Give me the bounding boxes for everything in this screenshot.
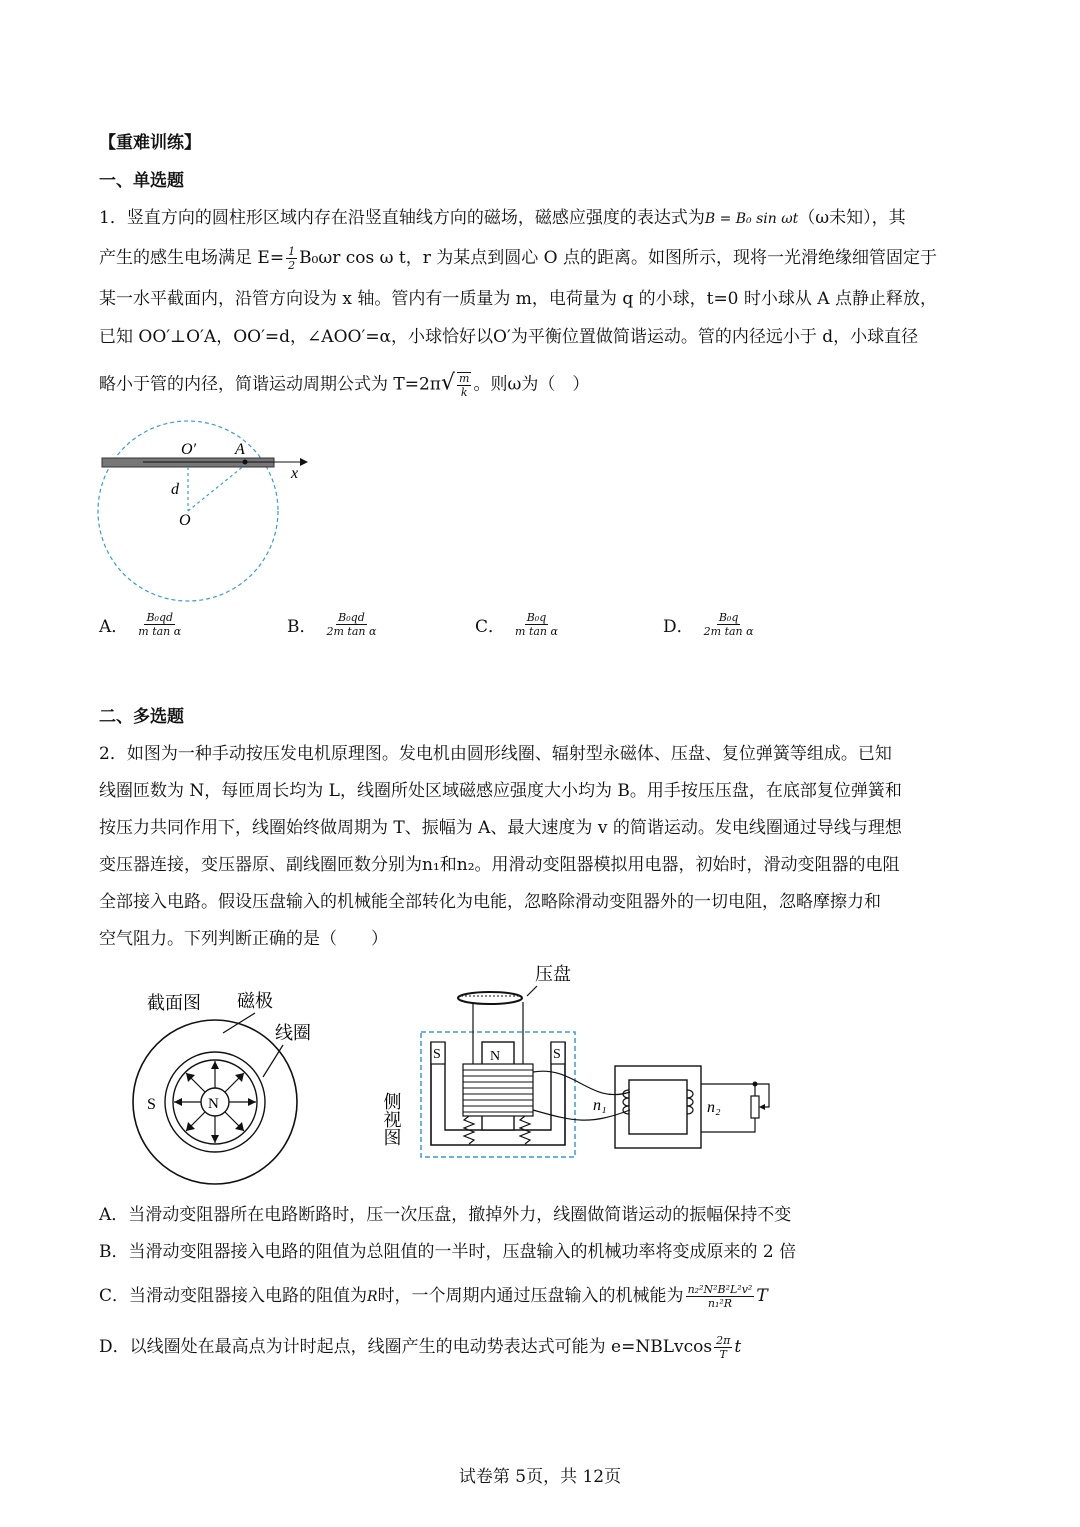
q2-option-a[interactable]: A．当滑动变阻器所在电路断路时，压一次压盘，撤掉外力，线圈做简谐运动的振幅保持不变 [99, 1205, 792, 1225]
coil-winding [463, 1064, 533, 1116]
label-d: d [171, 481, 179, 498]
label-side-view: 侧视图 [380, 1092, 402, 1146]
q2-line-1: 2．如图为一种手动按压发电机原理图。发电机由圆形线圈、辐射型永磁体、压盘、复位弹簧等组成。已知 [99, 744, 892, 764]
ball-a-dot [243, 460, 248, 465]
q2-option-b[interactable]: B．当滑动变阻器接入电路的阻值为总阻值的一半时，压盘输入的机械功率将变成原来的 2 倍 [99, 1242, 797, 1262]
secondary-coil [687, 1090, 693, 1114]
x-axis-arrow-icon [300, 458, 308, 466]
q1-option-c[interactable]: C． $\frac{\text{B₀q}}{\text{m tan α}}$ [475, 611, 558, 638]
q1-line-2: 产生的感生电场满足 E= $\frac{1}{2}$ B₀ωr cos ω t，r 为某点到圆心 O 点的距离。如图所示，现将一光滑绝缘细管固定于 [99, 245, 938, 272]
press-plate [458, 992, 522, 1004]
label-x: x [291, 465, 299, 482]
oa-segment [188, 465, 245, 511]
label-s-left: S [433, 1047, 441, 1062]
q1-line-1: 1．竖直方向的圆柱形区域内存在沿竖直轴线方向的磁场，磁感应强度的表达式为B = B₀ sin ωt（ω未知），其 [99, 208, 906, 228]
label-n-center: N [490, 1049, 501, 1064]
label-press-plate: 压盘 [535, 964, 571, 985]
label-section-view: 截面图 [147, 993, 201, 1014]
plate-pointer [527, 986, 537, 996]
single-choice-heading: 一、单选题 [99, 171, 184, 191]
label-magnetic-pole: 磁极 [237, 991, 273, 1012]
q2-option-c[interactable]: C．当滑动变阻器接入电路的阻值为R时，一个周期内通过压盘输入的机械能为 $\frac{\text{n₂²N²B²L²v²}}{\text{n₁²R}}$ T [99, 1283, 768, 1310]
rheostat [751, 1096, 759, 1118]
rheostat-slider-icon [759, 1104, 765, 1110]
multi-choice-heading: 二、多选题 [99, 707, 184, 727]
label-o: O [179, 512, 191, 529]
label-s-right: S [553, 1047, 561, 1062]
cross-section-figure [125, 985, 310, 1185]
q2-line-5: 全部接入电路。假设压盘输入的机械能全部转化为电能，忽略除滑动变阻器外的一切电阻，忽略摩擦力和 [99, 892, 881, 912]
q1-line-3: 某一水平截面内，沿管方向设为 x 轴。管内有一质量为 m，电荷量为 q 的小球，t=0 时小球从 A 点静止释放， [99, 289, 937, 309]
label-n2: n₂ [707, 1099, 721, 1116]
section-title: 【重难训练】 [99, 133, 201, 153]
half-fraction: $\frac{1}{2}$ [288, 245, 296, 272]
label-a: A [235, 441, 245, 458]
q1-figure [95, 418, 325, 603]
label-s-pole: S [147, 1096, 156, 1113]
label-n1: n₁ [593, 1097, 607, 1114]
label-o-prime: O′ [181, 441, 197, 458]
label-coil: 线圈 [275, 1023, 311, 1044]
side-view-figure [380, 960, 785, 1190]
coil-pointer [263, 1045, 283, 1077]
q1-option-d[interactable]: D． $\frac{\text{B₀q}}{\text{2m tan α}}$ [663, 611, 754, 638]
q1-option-a[interactable]: A． $\frac{\text{B₀qd}}{\text{m tan α}}$ [99, 611, 182, 638]
label-n-pole: N [208, 1096, 219, 1112]
q2-line-6: 空气阻力。下列判断正确的是（ ） [99, 929, 388, 949]
q1-line-4: 已知 OO′⊥O′A，OO′=d，∠AOO′=α，小球恰好以O′为平衡位置做简谐运动。管的内径远小于 d，小球直径 [99, 327, 919, 347]
page-footer: 试卷第 5页，共 12页 [458, 1467, 622, 1487]
q2-line-2: 线圈匝数为 N，每匝周长均为 L，线圈所处区域磁感应强度大小均为 B。用手按压压盘，在底部复位弹簧和 [99, 781, 902, 801]
q2-line-3: 按压力共同作用下，线圈始终做周期为 T、振幅为 A、最大速度为 v 的简谐运动。发电线圈通过导线与理想 [99, 818, 902, 838]
q1-line-5: 略小于管的内径，简谐运动周期公式为 T=2π√ $\frac{m}{k}$ 。则ω为（ ） [99, 370, 590, 399]
q2-option-d[interactable]: D．以线圈处在最高点为计时起点，线圈产生的电动势表达式可能为 e=NBLvcos $\frac{2\pi}{T}$ t [99, 1334, 742, 1361]
transformer-core [615, 1066, 701, 1148]
q1-option-b[interactable]: B． $\frac{\text{B₀qd}}{\text{2m tan α}}$ [287, 611, 377, 638]
sqrt-m-over-k: $\frac{m}{k}$ [459, 372, 470, 399]
q2-line-4: 变压器连接，变压器原、副线圈匝数分别为n₁和n₂。用滑动变阻器模拟用电器，初始时，滑动变阻器的电阻 [99, 855, 900, 875]
